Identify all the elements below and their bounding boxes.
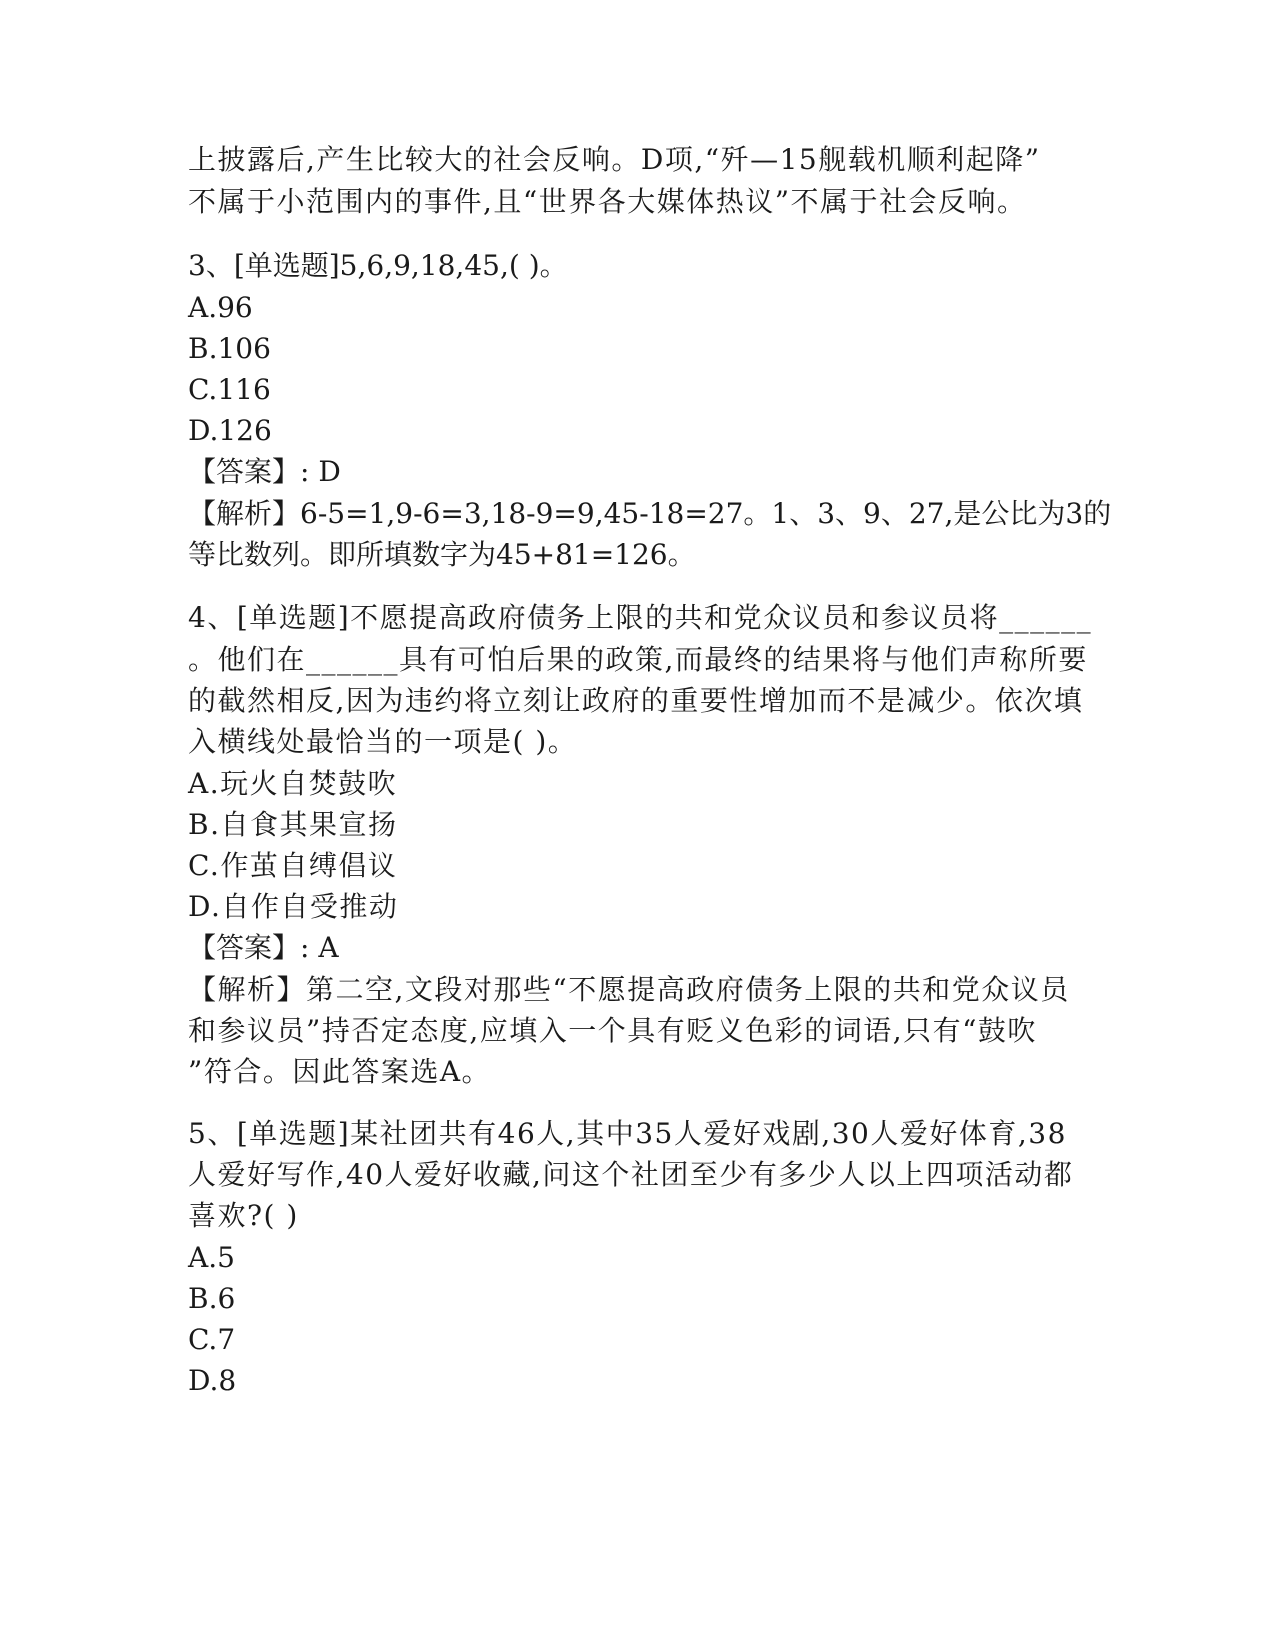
q3-option-a: A.96	[188, 291, 253, 324]
q4-option-d: D.自作自受推动	[188, 890, 399, 923]
q4-answer: 【答案】: A	[188, 931, 339, 964]
q4-analysis-line-1: 【解析】第二空,文段对那些“不愿提高政府债务上限的共和党众议员	[188, 973, 1070, 1006]
q4-analysis-line-3: ”符合。因此答案选A。	[188, 1055, 492, 1088]
q5-option-a: A.5	[188, 1241, 235, 1274]
q4-analysis-line-2: 和参议员”持否定态度,应填入一个具有贬义色彩的词语,只有“鼓吹	[188, 1014, 1037, 1047]
q3-option-d: D.126	[188, 414, 272, 447]
q4-option-b: B.自食其果宣扬	[188, 808, 398, 841]
q5-stem-line-2: 人爱好写作,40人爱好收藏,问这个社团至少有多少人以上四项活动都	[188, 1158, 1074, 1191]
q4-stem-line-4: 入横线处最恰当的一项是( )。	[188, 725, 578, 758]
q3-analysis-line-2: 等比数列。即所填数字为45+81=126。	[188, 538, 696, 571]
intro-line-2: 不属于小范围内的事件,且“世界各大媒体热议”不属于社会反响。	[188, 185, 1027, 218]
q5-stem-line-3: 喜欢?( )	[188, 1199, 299, 1232]
q4-option-c: C.作茧自缚倡议	[188, 849, 398, 882]
q5-option-d: D.8	[188, 1364, 237, 1397]
q3-answer: 【答案】: D	[188, 455, 341, 488]
q3-analysis-line-1: 【解析】6-5=1,9-6=3,18-9=9,45-18=27。1、3、9、27,是公比为3的	[188, 497, 1112, 530]
q3-option-b: B.106	[188, 332, 271, 365]
q3-stem: 3、[单选题]5,6,9,18,45,( )。	[188, 249, 568, 282]
q4-stem-line-3: 的截然相反,因为违约将立刻让政府的重要性增加而不是减少。依次填	[188, 684, 1084, 717]
intro-line-1: 上披露后,产生比较大的社会反响。D项,“歼—15舰载机顺利起降”	[188, 143, 1041, 176]
q5-stem-line-1: 5、[单选题]某社团共有46人,其中35人爱好戏剧,30人爱好体育,38	[188, 1117, 1067, 1150]
q4-option-a: A.玩火自焚鼓吹	[188, 767, 398, 800]
q4-stem-line-1: 4、[单选题]不愿提高政府债务上限的共和党众议员和参议员将______	[188, 601, 1093, 634]
q3-option-c: C.116	[188, 373, 271, 406]
q5-option-b: B.6	[188, 1282, 236, 1315]
q5-option-c: C.7	[188, 1323, 236, 1356]
q4-stem-line-2: 。他们在______具有可怕后果的政策,而最终的结果将与他们声称所要	[188, 643, 1088, 676]
